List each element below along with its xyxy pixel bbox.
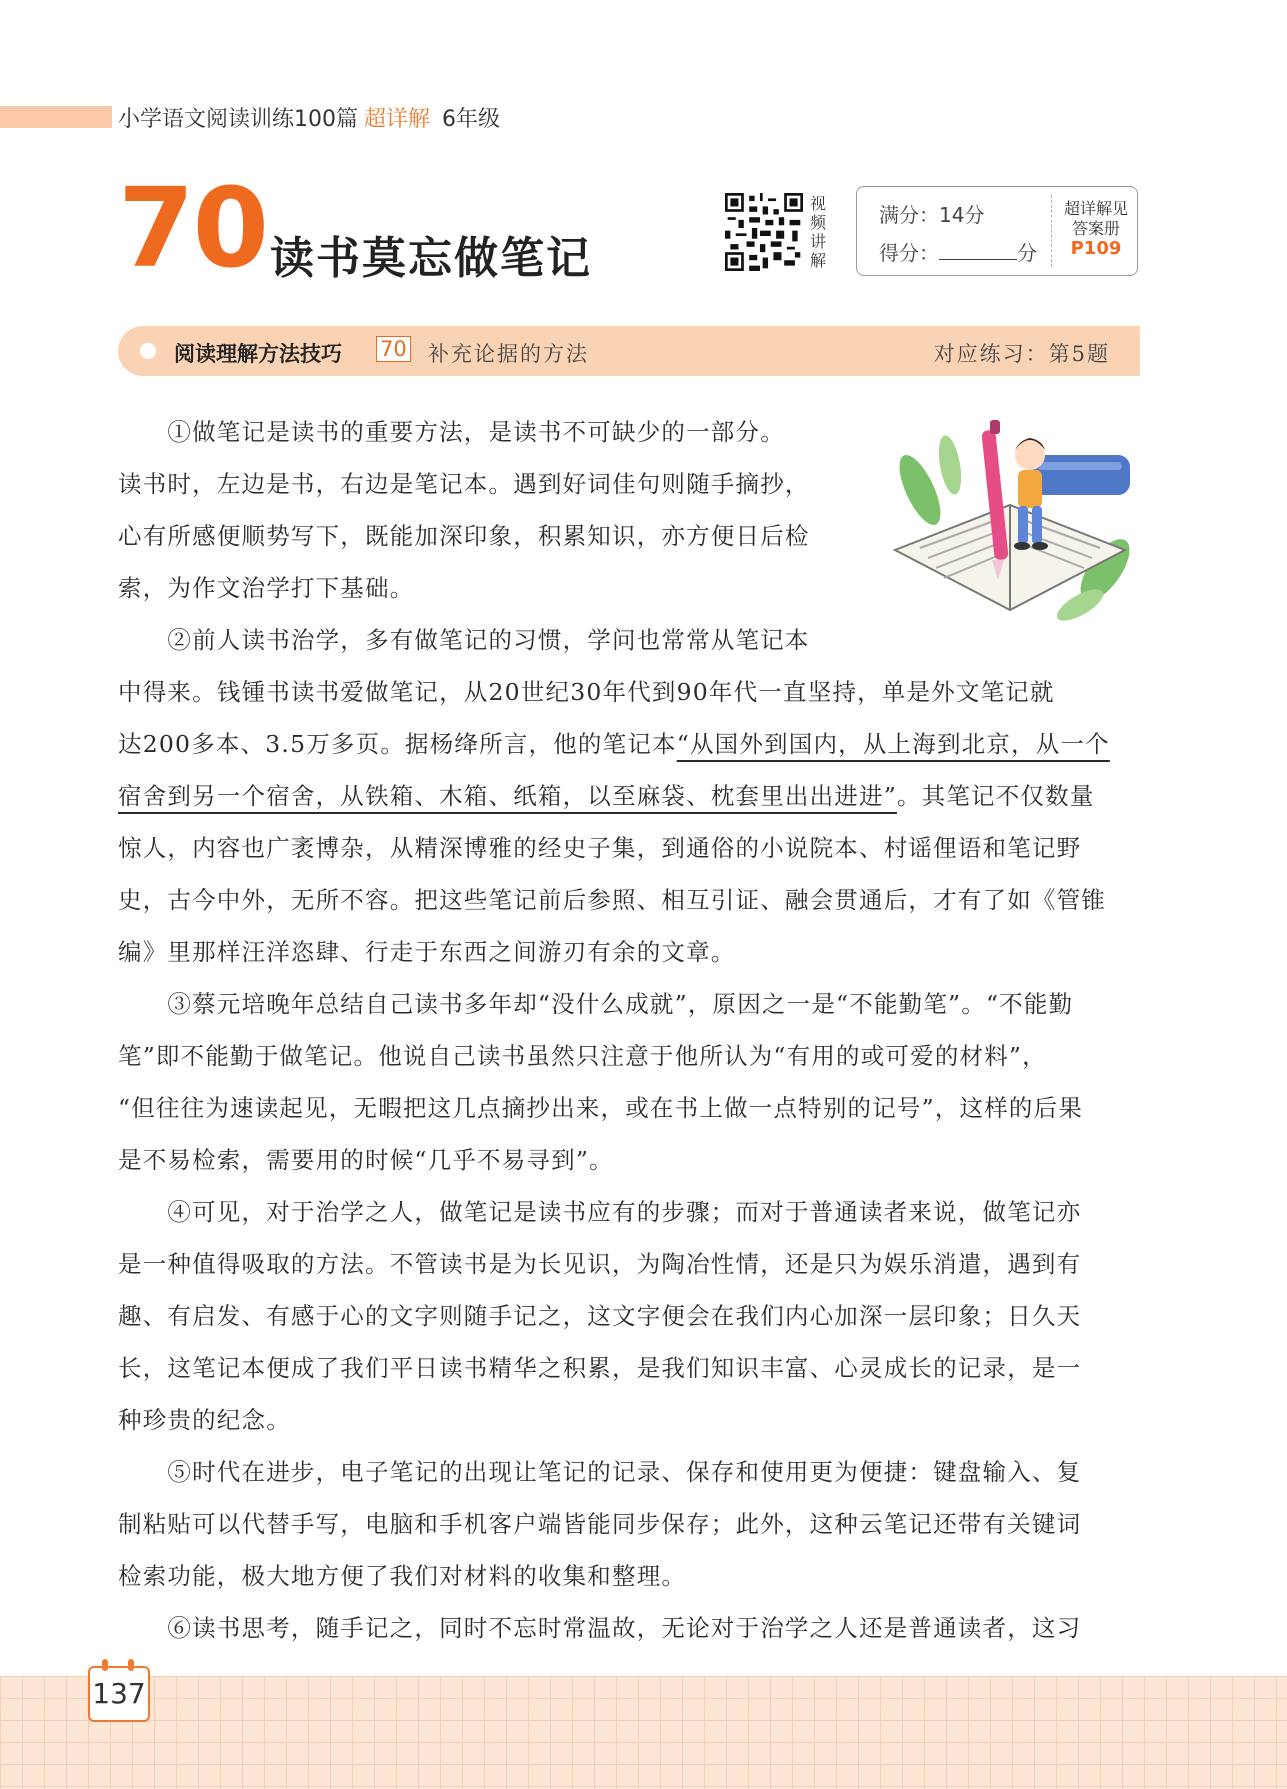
text-line-mixed [118,718,1140,770]
page-number [88,1666,150,1722]
text-line: 编》里那样汪洋恣肆、行走于东西之间游刃有余的文章。 [118,938,736,966]
qr-code-icon[interactable] [725,193,803,271]
method-number: 70 [376,336,411,362]
bullet-dot-icon [140,343,156,359]
text-line: 种珍贵的纪念。 [118,1406,291,1434]
text-line: 史，古今中外，无所不容。把这些笔记前后参照、相互引证、融会贯通后，才有了如《管锥 [118,886,1106,914]
paragraph-3 [118,978,1140,1186]
text-line: 读书时，左边是书，右边是笔记本。遇到好词佳句则随手摘抄， [118,470,810,498]
answer-page: P109 [1070,238,1122,259]
book-header [118,102,500,133]
book-title: 小学语文阅读训练100篇 [118,107,358,132]
text-line: 趣、有启发、有感于心的文字则随手记之，这文字便会在我们内心加深一层印象；日久天 [118,1302,1082,1330]
text-line: 索，为作文治学打下基础。 [118,574,415,602]
score-divider [1051,195,1052,267]
lesson-number: 70 [118,164,268,292]
text-line: 是不易检索，需要用的时候“几乎不易寻到”。 [118,1146,614,1174]
answer-note [1057,199,1135,259]
score-field[interactable] [879,237,1037,266]
text-line: ④可见，对于治学之人，做笔记是读书应有的步骤；而对于普通读者来说，做笔记亦 [118,1198,1082,1226]
qr-video-label [810,194,830,270]
text-line: 检索功能，极大地方便了我们对材料的收集和整理。 [118,1562,687,1590]
answer-note-line1: 超详解见 [1063,199,1128,218]
paragraph-5 [118,1446,1140,1602]
text-line: 中得来。钱锺书读书爱做笔记，从20世纪30年代到90年代一直坚持，单是外文笔记就 [118,678,1055,706]
paragraph-1 [118,406,858,614]
calendar-ring-icon [102,1659,108,1671]
calendar-ring-icon [128,1659,134,1671]
text-line: 长，这笔记本便成了我们平日读书精华之积累，是我们知识丰富、心灵成长的记录，是一 [118,1354,1082,1382]
page-number-text: 137 [92,1677,146,1710]
header-color-band [0,106,112,128]
text-segment: 。其笔记不仅数量 [896,782,1095,810]
reading-girl-illustration [880,420,1142,630]
text-line: ②前人读书治学，多有做笔记的习惯，学问也常常从笔记本 [118,626,810,654]
lesson-title: 读书莫忘做笔记 [270,233,592,284]
method-label: 阅读理解方法技巧 [174,342,342,366]
book-accent: 超详解 [364,107,431,132]
qr-label-char: 讲 [810,232,827,251]
underlined-quote: 宿舍到另一个宿舍，从铁箱、木箱、纸箱，以至麻袋、枕套里出出进进” [118,782,897,810]
answer-note-line2: 答案册 [1071,219,1120,238]
paragraph-4 [118,1186,1140,1446]
text-line: 制粘贴可以代替手写，电脑和手机客户端皆能同步保存；此外，这种云笔记还带有关键词 [118,1510,1082,1538]
text-line: 心有所感便顺势写下，既能加深印象，积累知识，亦方便日后检 [118,522,810,550]
text-line: 笔”即不能勤于做笔记。他说自己读书虽然只注意于他所认为“有用的或可爱的材料”， [118,1042,1047,1070]
text-line-mixed [118,770,1140,822]
method-bar [118,326,1140,376]
score-label: 得分： [879,241,939,265]
book-grade: 6年级 [442,107,501,132]
score-box [856,186,1138,276]
paragraph-2 [118,614,1140,978]
score-blank[interactable] [939,243,1017,260]
full-score: 满分：14分 [879,203,985,227]
text-line: ③蔡元培晚年总结自己读书多年却“没什么成就”，原因之一是“不能勤笔”。“不能勤 [118,990,1074,1018]
score-unit: 分 [1017,241,1037,265]
paragraph-6 [118,1602,1140,1654]
text-line: 是一种值得吸取的方法。不管读书是为长见识，为陶冶性情，还是只为娱乐消遣，遇到有 [118,1250,1082,1278]
text-line: “但往往为速读起见，无暇把这几点摘抄出来，或在书上做一点特别的记号”，这样的后果 [118,1094,1084,1122]
underlined-quote: “从国外到国内，从上海到北京，从一个 [676,730,1110,758]
method-topic: 补充论据的方法 [428,342,589,366]
method-practice: 对应练习：第5题 [933,342,1110,366]
qr-label-char: 视 [810,194,827,213]
footer-grid [0,1676,1287,1789]
text-segment: 达200多本、3.5万多页。据杨绛所言，他的笔记本 [118,730,677,758]
text-line: ⑥读书思考，随手记之，同时不忘时常温故，无论对于治学之人还是普通读者，这习 [118,1614,1082,1642]
text-line: 惊人，内容也广袤博杂，从精深博雅的经史子集，到通俗的小说院本、村谣俚语和笔记野 [118,834,1082,862]
text-line: ①做笔记是读书的重要方法，是读书不可缺少的一部分。 [118,418,785,446]
qr-label-char: 解 [810,251,827,270]
text-line: ⑤时代在进步，电子笔记的出现让笔记的记录、保存和使用更为便捷：键盘输入、复 [118,1458,1082,1486]
qr-label-char: 频 [810,213,827,232]
